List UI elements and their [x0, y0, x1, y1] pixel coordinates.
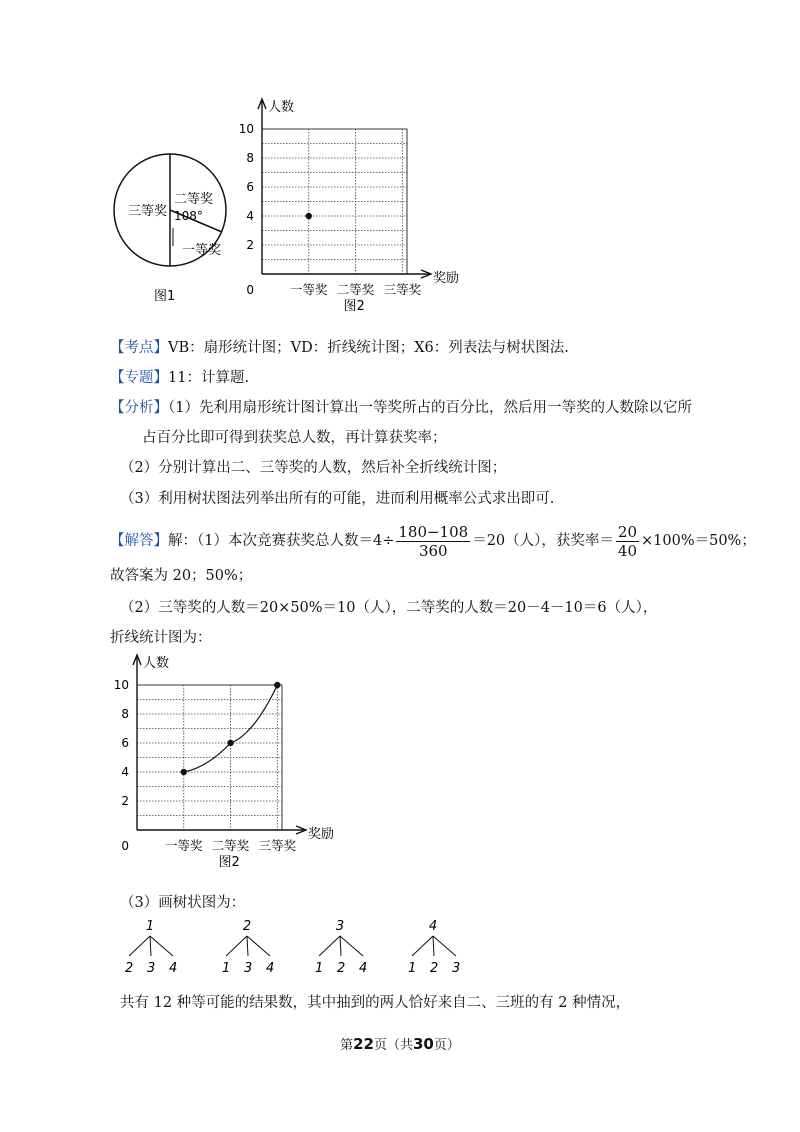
page-number: 22: [353, 1035, 374, 1053]
tree-2-root: 3: [335, 919, 345, 934]
bottom-point-1: [227, 740, 233, 746]
top-caption: 图2: [343, 299, 365, 314]
top-xtick-0: 一等奖: [290, 282, 328, 297]
jieda-line3: 折线统计图为：: [110, 630, 212, 646]
jieda-part-c: ×100%＝50%；: [641, 533, 756, 549]
bottom-ytick-4: 4: [121, 765, 129, 779]
bottom-ytick-6: 6: [121, 736, 129, 750]
tree-0-root: 1: [145, 919, 155, 934]
fenxi-line1: [110, 398, 692, 418]
tree-0-branch-0: [129, 936, 150, 956]
bottom-origin: 0: [121, 839, 129, 853]
tree-1-leaf-2: 4: [266, 961, 275, 976]
page-total: 30: [413, 1035, 434, 1053]
fraction-1: [396, 523, 470, 560]
tree-2-leaf-1: 2: [337, 961, 346, 976]
tree-2-leaf-0: 1: [315, 961, 324, 976]
tree-3-leaf-0: 1: [408, 961, 417, 976]
page-footer: 第22页（共30页）: [340, 1035, 460, 1053]
tree-3-branch-1: [433, 936, 434, 956]
bottom-xtick-2: 三等奖: [258, 838, 297, 853]
fraction-2-denominator: 40: [617, 541, 637, 560]
kaodian-tag: 【考点】: [110, 340, 168, 356]
sector-label-2nd: 二等奖: [174, 192, 214, 207]
bottom-ytick-8: 8: [121, 707, 129, 721]
tree-3-branch-0: [412, 936, 433, 956]
bottom-caption: 图2: [218, 855, 240, 870]
fenxi-line4: （3）利用树状图法列举出所有的可能，进而利用概率公式求出即可.: [120, 491, 555, 507]
tree-1-branch-2: [247, 936, 270, 956]
jieda-line1: [110, 520, 756, 562]
tree-2-branch-0: [319, 936, 340, 956]
top-ytick-2: 2: [246, 238, 254, 252]
zhuanti-tag: 【专题】: [110, 370, 168, 386]
zhuanti-text: 11：计算题.: [168, 370, 250, 386]
tree-0-branch-1: [150, 936, 151, 956]
answer-line: 故答案为 20；50%；: [110, 568, 253, 584]
jieda-line2: （2）三等奖的人数＝20×50%＝10（人），二等奖的人数＝20－4－10＝6（人），: [120, 600, 658, 616]
top-ytick-10: 10: [238, 122, 254, 136]
bottom-ytick-10: 10: [113, 678, 129, 692]
kaodian-line: [110, 338, 569, 358]
bottom-ytick-2: 2: [121, 794, 129, 808]
top-point-0: [306, 213, 312, 219]
top-xtick-2: 三等奖: [383, 282, 422, 297]
tree-0-leaf-2: 4: [169, 961, 178, 976]
top-ytick-6: 6: [246, 180, 254, 194]
bottom-xtick-0: 一等奖: [165, 838, 203, 853]
top-ytick-4: 4: [246, 209, 254, 223]
tree-3-leaf-1: 2: [430, 961, 439, 976]
tree-2-branch-1: [340, 936, 341, 956]
fraction-1-numerator: 180−108: [398, 522, 469, 541]
tree-1-leaf-0: 1: [222, 961, 231, 976]
jieda-tag: 【解答】: [110, 533, 168, 549]
fenxi-line3: （2）分别计算出二、三等奖的人数，然后补全折线统计图；: [120, 460, 507, 476]
tree-0-leaf-0: 2: [125, 961, 134, 976]
tree-1-root: 2: [242, 919, 252, 934]
sector-label-3rd: 三等奖: [128, 204, 168, 219]
bottom-xtick-1: 二等奖: [211, 838, 250, 853]
tree-0-branch-2: [150, 936, 173, 956]
fraction-2: [616, 523, 639, 560]
fenxi-tag: 【分析】: [110, 400, 168, 416]
bottom-xlabel: 奖励: [308, 827, 335, 842]
tree-1-branch-0: [226, 936, 247, 956]
fenxi-line2: 占百分比即可得到获奖总人数，再计算获奖率；: [142, 430, 447, 446]
jieda-part-a: 解：（1）本次竞赛获奖总人数＝4÷: [168, 533, 395, 549]
pie-figure: [110, 150, 230, 310]
zhuanti-line: [110, 368, 249, 388]
tree-2-leaf-2: 4: [359, 961, 368, 976]
sector-label-1st: 一等奖: [182, 243, 222, 258]
fraction-2-numerator: 20: [617, 522, 637, 541]
fenxi-text1: （1）先利用扇形统计图计算出一等奖所占的百分比，然后用一等奖的人数除以它所: [168, 400, 692, 416]
tree-1-leaf-1: 3: [244, 961, 253, 976]
bottom-point-0: [181, 769, 187, 775]
tree-3-root: 4: [428, 919, 438, 934]
tree-3-leaf-2: 3: [452, 961, 461, 976]
sector-angle-label: 108°: [174, 209, 203, 223]
top-ylabel: 人数: [268, 100, 295, 115]
jieda-line4: （3）画树状图为：: [120, 895, 246, 911]
chart-bottom: [110, 648, 350, 873]
bottom-ylabel: 人数: [143, 656, 170, 671]
fig1-caption: 图1: [154, 289, 176, 304]
tree-3-branch-2: [433, 936, 456, 956]
jieda-part-b: ＝20（人），获奖率＝: [472, 533, 614, 549]
bottom-point-2: [274, 682, 280, 688]
tree-diagrams: [110, 918, 470, 980]
fraction-1-denominator: 360: [418, 541, 448, 560]
kaodian-text: VB：扇形统计图；VD：折线统计图；X6：列表法与树状图法.: [168, 340, 569, 356]
chart-top: [235, 92, 475, 317]
top-xtick-1: 二等奖: [336, 282, 375, 297]
top-ytick-8: 8: [246, 151, 254, 165]
top-origin: 0: [246, 283, 254, 297]
tree-0-leaf-1: 3: [147, 961, 156, 976]
tree-1-branch-1: [247, 936, 248, 956]
top-xlabel: 奖励: [433, 271, 460, 286]
conclusion-line: 共有 12 种等可能的结果数，其中抽到的两人恰好来自二、三班的有 2 种情况，: [120, 995, 631, 1011]
tree-2-branch-2: [340, 936, 363, 956]
